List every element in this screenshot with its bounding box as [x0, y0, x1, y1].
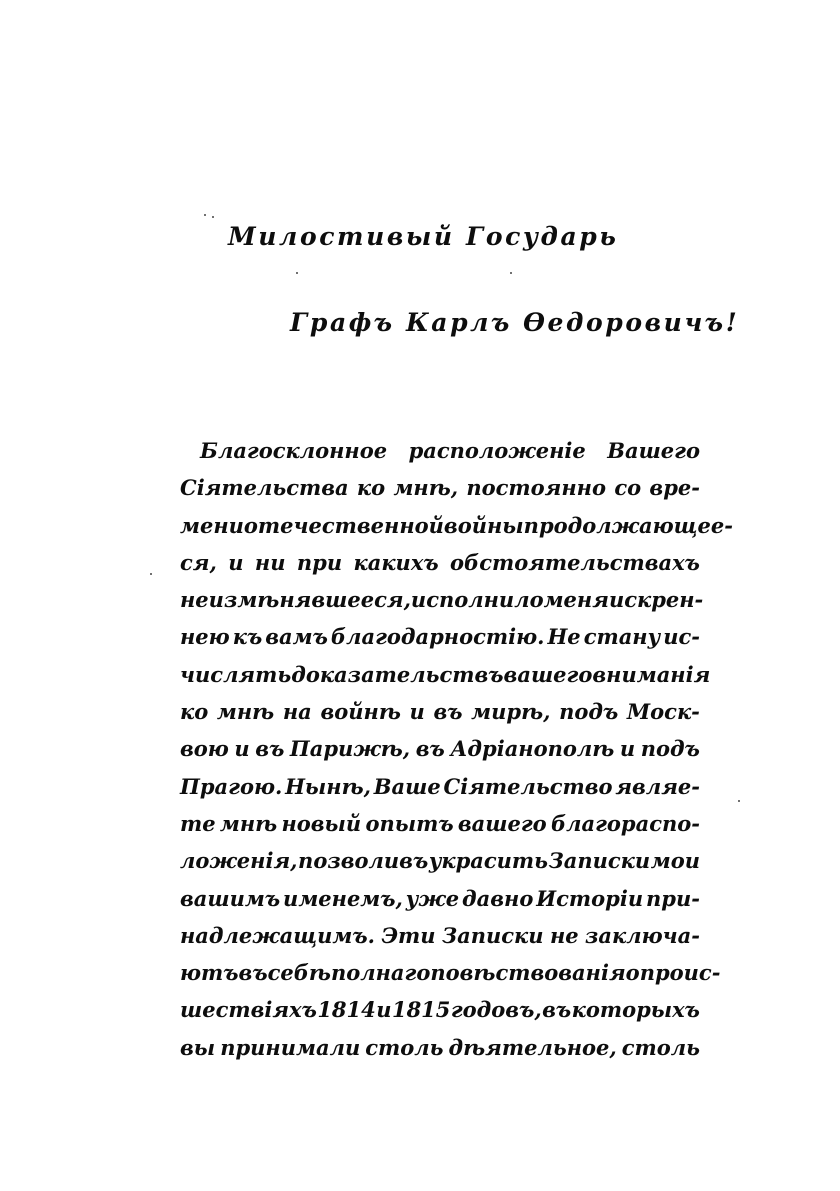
salutation-line-2: Графъ Карлъ Өедоровичъ! [290, 308, 740, 337]
body-line: ложенія, позволивъ украсить Записки мои [180, 848, 700, 874]
body-line: ся, и ни при какихъ обстоятельствахъ [180, 549, 700, 575]
body-line: те мнѣ новый опытъ вашего благораспо- [180, 810, 700, 836]
scan-speck [738, 800, 740, 802]
scan-speck [510, 272, 512, 274]
body-line: вою и въ Парижѣ, въ Адріанополѣ и подъ [180, 736, 700, 762]
body-line: мени отечественной войны продолжающее- [180, 512, 733, 538]
body-line: не измѣнявшееся, исполнило меня искрен- [180, 587, 704, 613]
body-line: Сіятельства ко мнѣ, постоянно со вре- [180, 475, 700, 501]
body-line: шествіяхъ 1814 и 1815 годовъ, въ которыхъ [180, 997, 700, 1023]
body-line: ютъ въ себѣ полнаго повѣствованія о проис- [180, 960, 721, 986]
body-line: вы принимали столь дѣятельное, столь [180, 1034, 700, 1060]
scan-speck [212, 216, 214, 218]
scan-speck [296, 272, 298, 274]
body-line: Благосклонное расположеніе Вашего [200, 438, 700, 463]
body-line: числять доказательствъ вашего вниманія [180, 661, 711, 687]
body-line: ко мнѣ на войнѣ и въ мирѣ, подъ Моск- [180, 699, 700, 725]
scan-speck [150, 573, 152, 575]
body-line: надлежащимъ. Эти Записки не заключа- [180, 922, 700, 948]
salutation-line-1: Милостивый Государь [228, 222, 619, 251]
body-line: нею къ вамъ благодарностію. Не стану ис- [180, 624, 700, 650]
body-line: Прагою. Нынѣ, Ваше Сіятельство являе- [180, 773, 700, 799]
scan-speck [204, 214, 206, 216]
dedication-body [180, 432, 733, 1066]
body-line: вашимъ именемъ, уже давно Исторіи при- [180, 885, 700, 911]
